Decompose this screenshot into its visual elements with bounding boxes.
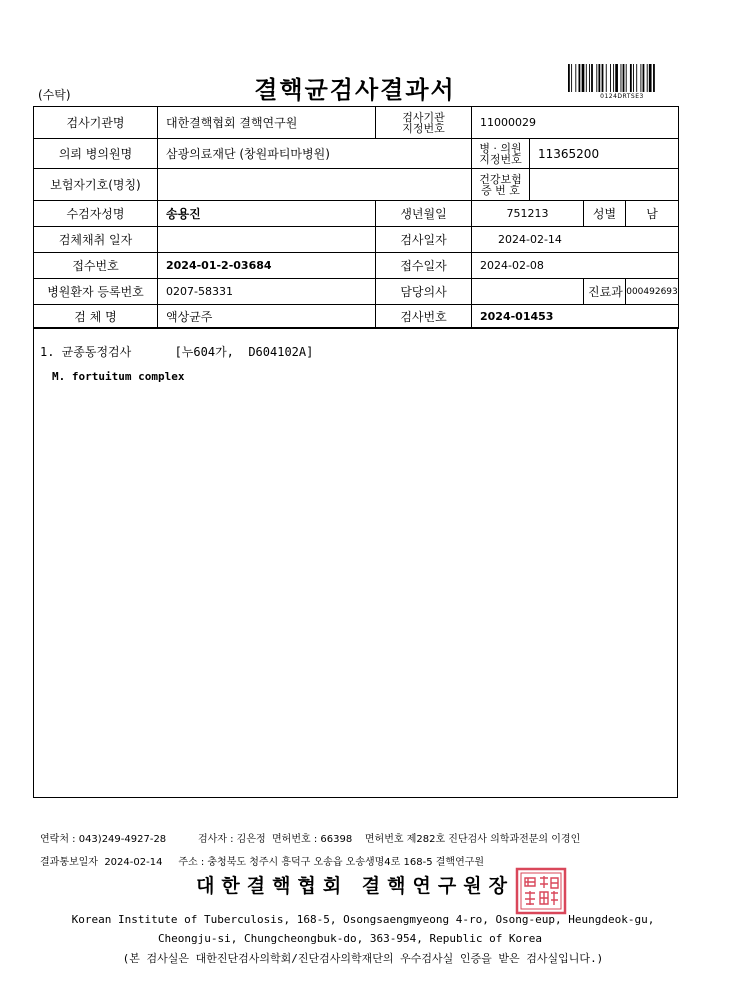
dob-label: 생년월일 bbox=[376, 201, 472, 227]
institution-code-label bbox=[376, 107, 472, 139]
insured-value bbox=[158, 169, 472, 201]
institution-code-label-1: 검사기관 bbox=[402, 110, 445, 124]
patient-name-label: 수검자성명 bbox=[34, 201, 158, 227]
institution-head-name: 대한결핵협회 결핵연구원장 bbox=[196, 875, 514, 897]
health-ins-label-1: 건강보험 bbox=[479, 172, 522, 186]
test-item-line: 1. 균종동정검사 [누604가, D604102A] bbox=[40, 345, 314, 359]
result-box bbox=[33, 327, 678, 798]
institution-value: 대한결핵협회 결핵연구원 bbox=[158, 107, 376, 139]
official-seal-stamp bbox=[514, 866, 568, 916]
health-ins-label-2: 증 번 호 bbox=[481, 183, 520, 197]
requester-label: 의뢰 병의원명 bbox=[34, 139, 158, 169]
clinic-code-label-2: 지정번호 bbox=[479, 152, 522, 166]
test-no-value: 2024-01453 bbox=[472, 305, 679, 329]
doctor-value bbox=[472, 279, 584, 305]
address-english-line-1: Korean Institute of Tuberculosis, 168-5, Osongsaengmyeong 4-ro, Osong-eup, Heungdeok-gu, bbox=[71, 913, 655, 926]
specimen-label: 검 체 명 bbox=[34, 305, 158, 329]
clinic-code-value: 11365200 bbox=[530, 139, 679, 169]
collect-date-label: 검체채취 일자 bbox=[34, 227, 158, 253]
dept-value: 000492693 bbox=[626, 279, 679, 305]
certification-note: (본 검사실은 대한진단검사의학회/진단검사의학재단의 우수검사실 인증을 받은 검사실입니다.) bbox=[122, 952, 604, 965]
document-title: 결핵균검사결과서 bbox=[254, 76, 456, 104]
clinic-code-label bbox=[472, 139, 530, 169]
dept-label: 진료과 bbox=[584, 279, 626, 305]
accession-label: 접수번호 bbox=[34, 253, 158, 279]
test-no-label: 검사번호 bbox=[376, 305, 472, 329]
doctor-label: 담당의사 bbox=[376, 279, 472, 305]
health-ins-value bbox=[530, 169, 679, 201]
test-date-label: 검사일자 bbox=[376, 227, 472, 253]
patient-reg-value: 0207-58331 bbox=[158, 279, 376, 305]
insured-label: 보험자기호(명칭) bbox=[34, 169, 158, 201]
institution-code-label-2: 지정번호 bbox=[402, 121, 445, 135]
collect-date-value bbox=[158, 227, 376, 253]
health-ins-label bbox=[472, 169, 530, 201]
test-date-value: 2024-02-14 bbox=[472, 227, 679, 253]
dob-value: 751213 bbox=[472, 201, 584, 227]
sex-value: 남 bbox=[626, 201, 679, 227]
patient-reg-label: 병원환자 등록번호 bbox=[34, 279, 158, 305]
receipt-date-label: 접수일자 bbox=[376, 253, 472, 279]
footer-report-line: 결과통보일자 2024-02-14 주소 : 충청북도 청주시 흥덕구 오송읍 오송생명4로 168-5 결핵연구원 bbox=[40, 857, 485, 868]
requester-value: 삼광의료재단 (창원파티마병원) bbox=[158, 139, 472, 169]
sex-label: 성별 bbox=[584, 201, 626, 227]
specimen-value: 액상균주 bbox=[158, 305, 376, 329]
institution-label: 검사기관명 bbox=[34, 107, 158, 139]
address-english-line-2: Cheongju-si, Chungcheongbuk-do, 363-954, Republic of Korea bbox=[157, 932, 543, 945]
receipt-date-value: 2024-02-08 bbox=[472, 253, 679, 279]
organism-result: M. fortuitum complex bbox=[52, 370, 185, 383]
patient-info-table bbox=[33, 106, 679, 329]
barcode-number: 0124DRTSE3 bbox=[600, 93, 644, 100]
footer-contact-line: 연락처 : 043)249-4927-28 검사자 : 김은정 면허번호 : 66398 면허번호 제282호 진단검사 의학과전문의 이경인 bbox=[40, 834, 581, 845]
accession-value: 2024-01-2-03684 bbox=[158, 253, 376, 279]
received-label: (수탁) bbox=[38, 88, 71, 102]
clinic-code-label-1: 병 · 의원 bbox=[479, 141, 522, 155]
institution-code-value: 11000029 bbox=[472, 107, 679, 139]
patient-name-value: 송용진 bbox=[158, 201, 376, 227]
barcode bbox=[567, 64, 677, 92]
